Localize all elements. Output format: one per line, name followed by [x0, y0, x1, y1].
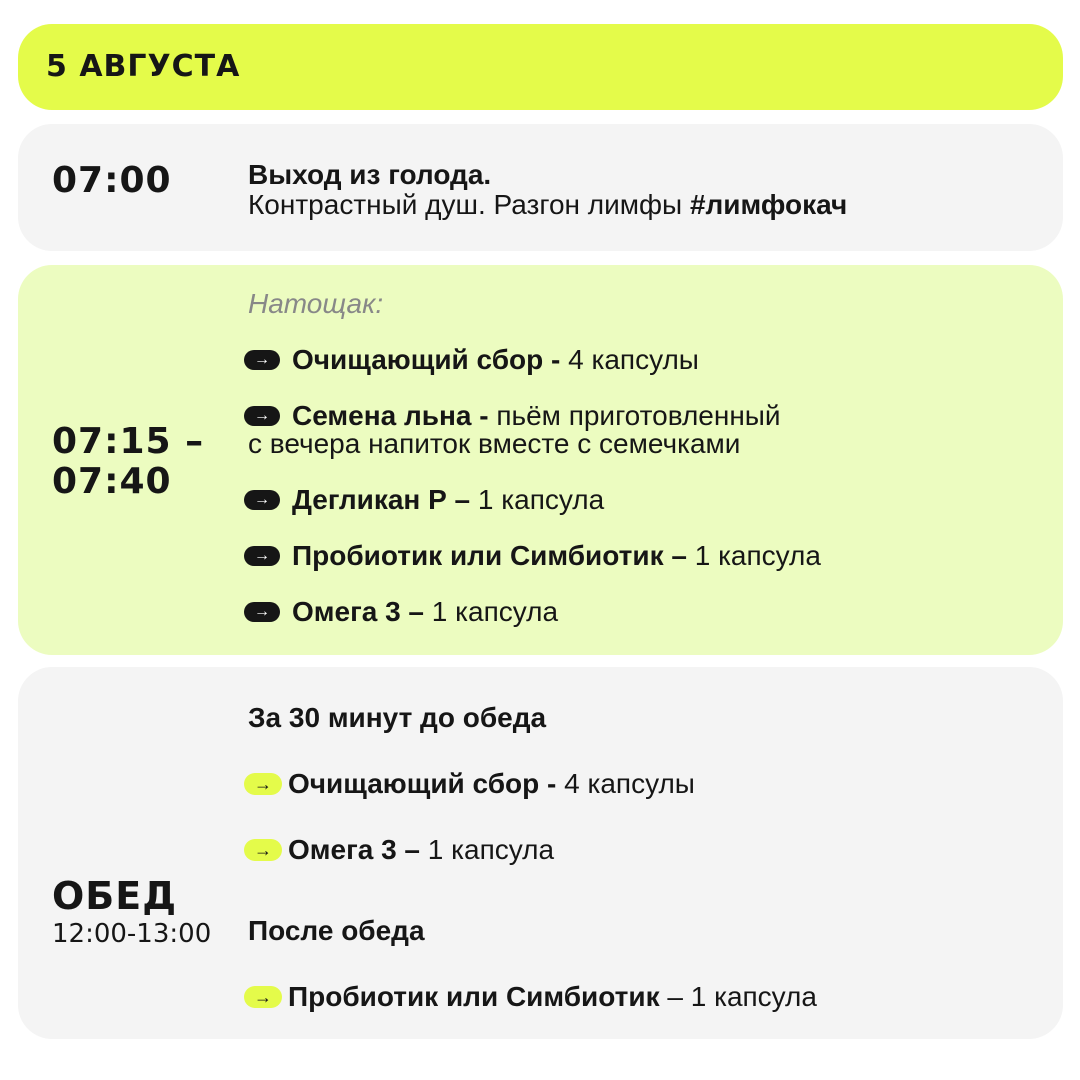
item-name: Дегликан Р –: [292, 484, 478, 515]
lunch-time: 12:00-13:00: [52, 919, 212, 949]
time-range-end: 07:40: [52, 461, 172, 502]
block-content: [248, 160, 1043, 220]
item-dose: пьём приготовленный: [496, 400, 781, 431]
list-item: [244, 345, 699, 375]
schedule-block-0700: [18, 124, 1063, 251]
list-item: [244, 485, 604, 515]
lunch-title: ОБЕД: [52, 874, 178, 918]
item-dose: 4 капсулы: [568, 344, 699, 375]
arrow-right-icon: →: [244, 546, 280, 566]
item-name: Омега 3 –: [288, 834, 428, 865]
item-name: Пробиотик или Симбиотик –: [292, 540, 695, 571]
arrow-right-icon: →: [244, 406, 280, 426]
arrow-right-icon: →: [244, 350, 280, 370]
time-range-start: 07:15 –: [52, 421, 205, 462]
time-label: 07:00: [52, 160, 172, 201]
list-item: [244, 769, 695, 799]
item-name: Омега 3 –: [292, 596, 432, 627]
list-item: [244, 982, 817, 1012]
item-name: Очищающий сбор -: [292, 344, 569, 375]
fasting-caption: Натощак:: [248, 288, 384, 319]
arrow-right-icon: →: [244, 602, 280, 622]
item-dose: 1 капсула: [427, 834, 555, 865]
item-dose: 1 капсула: [477, 484, 605, 515]
before-lunch-heading: За 30 минут до обеда: [248, 702, 547, 733]
item-name: Пробиотик или Симбиотик: [288, 981, 660, 1012]
block-text: [248, 190, 1043, 220]
item-dose-continued: с вечера напиток вместе с семечками: [248, 428, 741, 459]
text-main: Контрастный душ. Разгон лимфы: [248, 189, 690, 220]
date-header: [18, 24, 1063, 110]
item-name: Очищающий сбор -: [288, 768, 565, 799]
block-title: Выход из голода.: [248, 159, 492, 190]
schedule-block-morning: [18, 265, 1063, 655]
arrow-right-icon: →: [244, 773, 282, 795]
arrow-right-icon: →: [244, 839, 282, 861]
list-item: [244, 835, 554, 865]
list-item: [244, 401, 781, 431]
after-lunch-heading: После обеда: [248, 915, 425, 946]
item-name: Семена льна -: [292, 400, 497, 431]
schedule-block-lunch: [18, 667, 1063, 1039]
item-dose: 4 капсулы: [564, 768, 695, 799]
list-item: [244, 597, 558, 627]
item-dose: – 1 капсула: [659, 981, 817, 1012]
item-dose: 1 капсула: [431, 596, 559, 627]
date-label: 5 АВГУСТА: [46, 49, 241, 84]
list-item: [244, 541, 821, 571]
arrow-right-icon: →: [244, 986, 282, 1008]
hashtag-link[interactable]: #лимфокач: [689, 189, 848, 220]
item-dose: 1 капсула: [694, 540, 821, 571]
arrow-right-icon: →: [244, 490, 280, 510]
